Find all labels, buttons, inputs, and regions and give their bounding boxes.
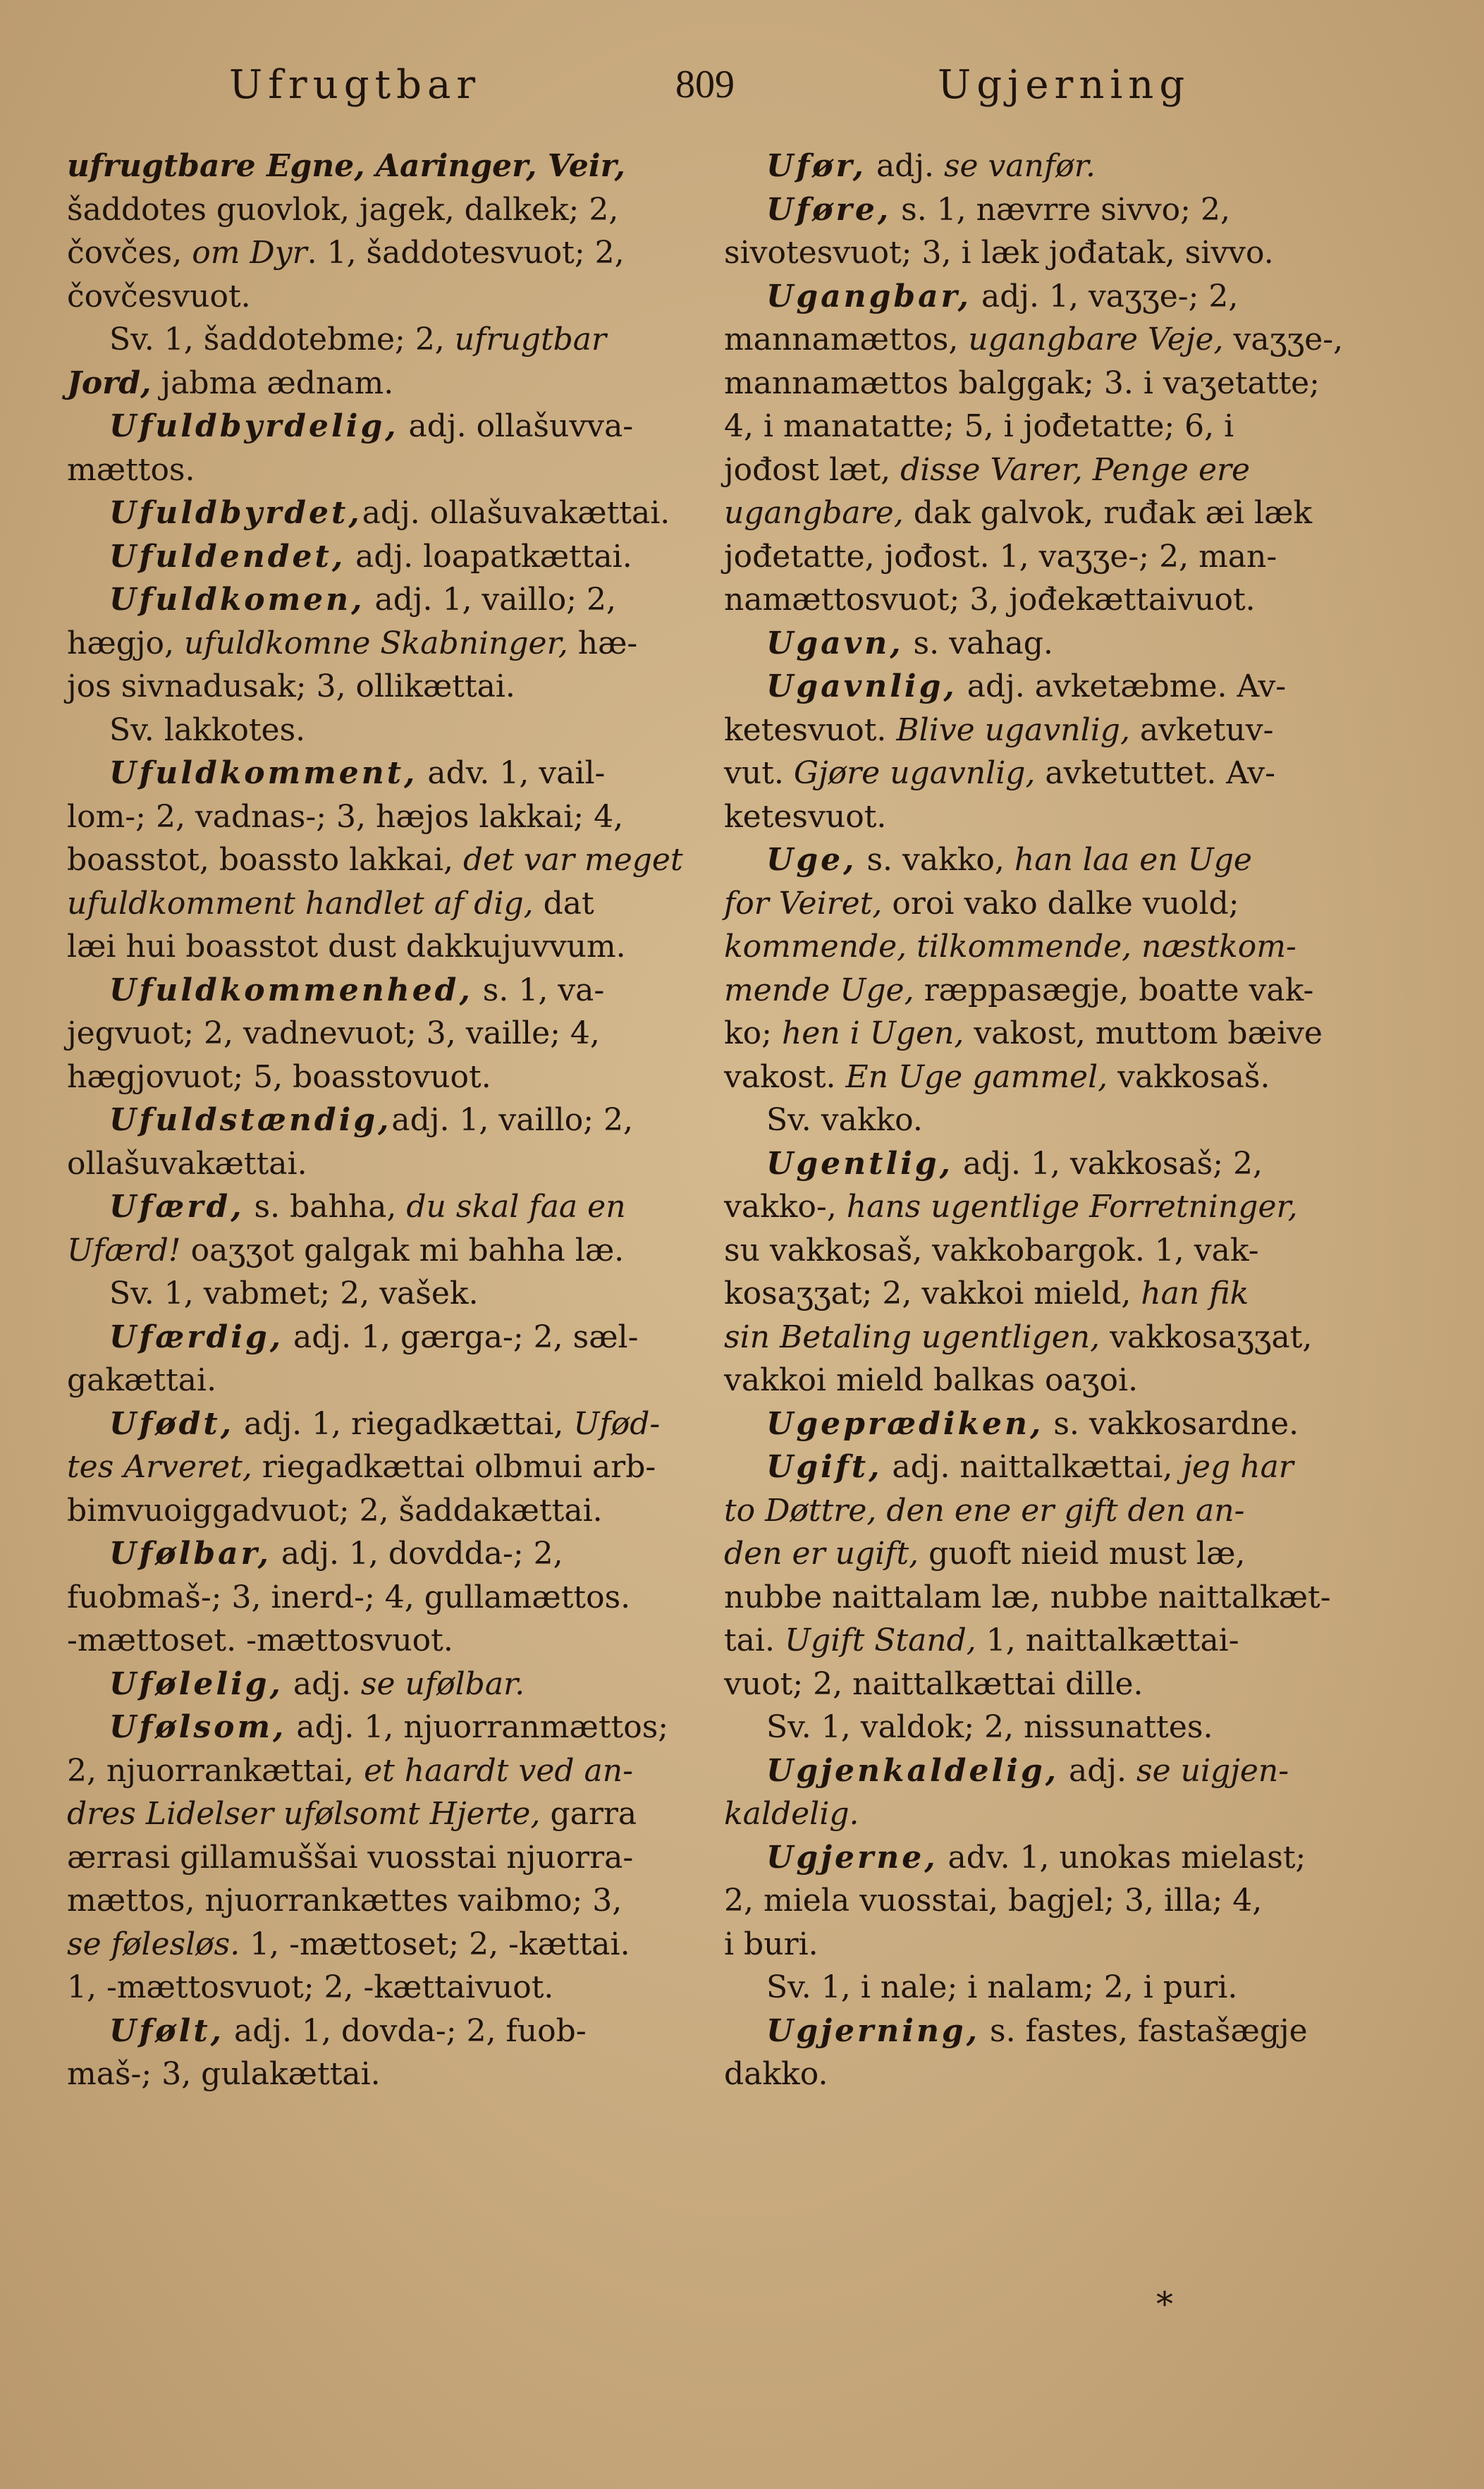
text-line	[724, 145, 1362, 188]
text-segment: adj. naittalkættai,	[882, 1449, 1183, 1485]
text-segment: 1, naittalkættai-	[976, 1622, 1239, 1658]
text-segment: ufuldkomne Skabninger,	[183, 625, 568, 661]
text-segment: vakkoi mield balkas oaʒoi.	[724, 1362, 1139, 1398]
text-line	[724, 535, 1362, 579]
text-segment: mættos, njuorrankættes vaibmo; 3,	[67, 1883, 623, 1919]
text-line	[724, 838, 1362, 882]
text-segment: adj. 1, vakkosaš; 2,	[952, 1145, 1263, 1182]
text-segment: du skal faa en	[406, 1189, 626, 1225]
text-segment: avketuttet. Av-	[1035, 755, 1276, 791]
headword: Ugjerne,	[766, 1839, 938, 1876]
text-segment: tes Arveret,	[67, 1449, 252, 1485]
text-line	[67, 1185, 694, 1229]
text-segment: mende Uge,	[724, 972, 914, 1008]
text-line	[67, 925, 694, 969]
text-line	[724, 752, 1362, 795]
text-segment: ko;	[724, 1015, 782, 1051]
text-segment: vuot; 2, naittalkættai dille.	[724, 1665, 1143, 1702]
text-segment: gakættai.	[67, 1362, 217, 1398]
text-line	[724, 622, 1362, 666]
text-line	[724, 1445, 1362, 1489]
text-line	[724, 491, 1362, 535]
text-line	[67, 535, 694, 579]
text-segment: avketuv-	[1129, 711, 1274, 748]
headword: Ufuldkomment,	[109, 755, 418, 791]
text-segment: det var meget	[463, 842, 683, 878]
text-line	[67, 665, 694, 709]
text-segment: dakko.	[724, 2056, 828, 2092]
text-line	[67, 1923, 694, 1967]
text-line	[724, 405, 1362, 448]
text-segment: hen i Ugen,	[781, 1015, 964, 1051]
text-segment: Jord,	[67, 365, 152, 401]
text-segment: 2, miela vuosstai, bagjel; 3, illa; 4,	[724, 1883, 1263, 1919]
text-line	[67, 145, 694, 188]
text-line	[67, 1445, 694, 1489]
text-segment: om Dyr	[192, 235, 307, 271]
text-line	[67, 882, 694, 926]
text-line	[724, 1099, 1362, 1142]
text-line	[67, 1576, 694, 1620]
text-segment: 1, -mættosvuot; 2, -kættaivuot.	[67, 1969, 554, 2005]
text-segment: se uigjen-	[1136, 1752, 1289, 1789]
text-segment: mannamættos,	[724, 322, 969, 357]
text-segment: jeg har	[1182, 1449, 1294, 1485]
text-line	[67, 448, 694, 492]
text-line	[67, 2010, 694, 2053]
text-line	[67, 1056, 694, 1099]
text-segment: hægjovuot; 5, boasstovuot.	[67, 1058, 491, 1095]
text-line	[67, 1272, 694, 1316]
text-segment: dak galvok, ruđak æi læk	[903, 495, 1313, 531]
text-segment: adj. 1, vaillo; 2,	[364, 582, 617, 618]
headword: Ufølsom,	[109, 1709, 287, 1745]
headword: Ugjerning,	[766, 2012, 981, 2049]
text-segment: Ugift Stand,	[784, 1622, 976, 1658]
text-segment: tai.	[724, 1622, 785, 1658]
text-segment: adj. avketæbme. Av-	[957, 668, 1287, 704]
text-line	[67, 491, 694, 535]
text-line	[724, 1316, 1362, 1359]
text-segment: sin Betaling ugentligen,	[724, 1319, 1100, 1355]
text-line	[67, 1706, 694, 1749]
text-segment: Gjøre ugavnlig,	[793, 755, 1036, 791]
text-segment: sivotesvuot; 3, i læk jođatak, sivvo.	[724, 235, 1274, 271]
text-line	[724, 1229, 1362, 1273]
headword: Ugentlig,	[766, 1145, 953, 1182]
text-line	[724, 1532, 1362, 1576]
text-line	[67, 1489, 694, 1533]
text-segment: ollašuvakættai.	[67, 1145, 307, 1182]
left-column	[67, 145, 694, 2096]
text-segment: disse Varer, Penge ere	[900, 451, 1251, 488]
text-segment: ugangbare Veje,	[968, 322, 1224, 357]
headword: Ufødt,	[109, 1405, 235, 1442]
page-number: 809	[675, 63, 735, 106]
text-segment: mannamættos balggak; 3. i vaʒetatte;	[724, 365, 1320, 401]
text-segment: ufuldkomment handlet af dig,	[67, 885, 534, 922]
text-line	[67, 1316, 694, 1359]
text-segment: s. vahag.	[903, 625, 1053, 661]
text-line	[724, 1402, 1362, 1446]
text-line	[67, 709, 694, 752]
text-line	[724, 318, 1362, 362]
headword: Ufærdig,	[109, 1319, 284, 1355]
text-line	[724, 275, 1362, 319]
text-segment: s. 1, va-	[472, 972, 605, 1008]
text-segment: i buri.	[724, 1926, 818, 1962]
text-line	[724, 665, 1362, 709]
text-segment: maš-; 3, gulakættai.	[67, 2056, 381, 2092]
text-line	[67, 1012, 694, 1056]
text-segment: kaldelig.	[724, 1796, 859, 1832]
headword: Ufuldkomen,	[109, 582, 365, 618]
text-segment: vut.	[724, 755, 794, 791]
headword: Ufør,	[766, 148, 866, 184]
text-segment: Blive ugavnlig,	[896, 711, 1130, 748]
text-line	[724, 1923, 1362, 1967]
text-segment: s. vakkosardne.	[1043, 1405, 1299, 1442]
text-segment: for Veiret,	[724, 885, 883, 922]
text-line	[67, 578, 694, 622]
headword: Ugeprædiken,	[766, 1405, 1044, 1442]
text-segment: han laa en Uge	[1014, 842, 1252, 878]
text-line	[724, 969, 1362, 1013]
text-line	[724, 1489, 1362, 1533]
text-segment: Ufærd!	[67, 1232, 181, 1268]
headword: Uføre,	[766, 191, 892, 228]
text-segment: lom-; 2, vadnas-; 3, hæjos lakkai; 4,	[67, 798, 624, 835]
headword: Ugjenkaldelig,	[766, 1752, 1060, 1789]
text-line	[67, 1532, 694, 1576]
headword: Ufuldendet,	[109, 538, 346, 575]
text-line	[67, 1879, 694, 1923]
text-line	[724, 1966, 1362, 2010]
headword: Ufølt,	[109, 2012, 225, 2049]
headword: Ufærd,	[109, 1189, 245, 1225]
text-line	[67, 1749, 694, 1793]
text-segment: Sv. vakko.	[766, 1102, 923, 1138]
text-segment: vakko-,	[724, 1189, 847, 1225]
text-segment: Sv. lakkotes.	[109, 711, 306, 748]
text-segment: ugangbare,	[724, 495, 904, 531]
text-segment: nubbe naittalam læ, nubbe naittalkæt-	[724, 1579, 1331, 1615]
headword: Ufølbar,	[109, 1536, 271, 1572]
text-segment: adj. ollašuvakættai.	[362, 495, 670, 531]
text-segment: adj. 1, riegadkættai,	[234, 1405, 574, 1442]
text-line	[724, 1142, 1362, 1186]
text-line	[67, 1966, 694, 2010]
text-segment: han fik	[1141, 1276, 1249, 1311]
text-line	[724, 925, 1362, 969]
text-segment: se følesløs.	[67, 1926, 240, 1962]
text-line	[724, 1792, 1362, 1836]
text-segment: adv. 1, unokas mielast;	[938, 1839, 1306, 1876]
text-segment: adj. 1, dovdda-; 2,	[271, 1536, 563, 1572]
text-segment: jegvuot; 2, vadnevuot; 3, vaille; 4,	[67, 1015, 600, 1051]
running-header	[70, 48, 1414, 118]
text-segment: . 1, šaddotesvuot; 2,	[307, 235, 625, 271]
text-segment: se ufølbar.	[360, 1665, 525, 1702]
text-segment: vakost.	[724, 1058, 846, 1095]
text-segment: šaddotes guovlok, jagek, dalkek; 2,	[67, 191, 619, 228]
headword: Ugavn,	[766, 625, 904, 661]
text-segment: 4, i manatatte; 5, i jođetatte; 6, i	[724, 408, 1234, 444]
text-segment: su vakkosaš, vakkobargok. 1, vak-	[724, 1232, 1259, 1268]
text-line	[724, 1619, 1362, 1663]
text-segment: den er ugift,	[724, 1536, 919, 1572]
text-line	[724, 1706, 1362, 1749]
text-line	[67, 1402, 694, 1446]
text-segment: oroi vako dalke vuold;	[882, 885, 1239, 922]
text-segment: læi hui boasstot dust dakkujuvvum.	[67, 929, 626, 965]
text-line	[724, 578, 1362, 622]
text-segment: hægjo,	[67, 625, 184, 661]
text-segment: mættos.	[67, 451, 195, 488]
text-line	[67, 1099, 694, 1142]
text-segment: ærrasi gillamuššai vuosstai njuorra-	[67, 1839, 634, 1876]
text-line	[724, 231, 1362, 275]
text-segment: s. vakko,	[857, 842, 1014, 878]
footer-mark: *	[1156, 2285, 1173, 2324]
text-segment: adj.	[283, 1665, 361, 1702]
text-line	[67, 1359, 694, 1402]
text-segment: čovčes,	[67, 235, 192, 271]
headword: Ufuldkommenhed,	[109, 972, 473, 1008]
text-segment: kommende, tilkommende, næstkom-	[724, 929, 1296, 965]
text-line	[67, 795, 694, 839]
text-segment: et haardt ved an-	[364, 1752, 633, 1789]
text-line	[724, 2053, 1362, 2096]
text-segment: ketesvuot.	[724, 711, 897, 748]
text-line	[67, 1663, 694, 1706]
text-segment: jos sivnadusak; 3, ollikættai.	[67, 668, 515, 704]
text-line	[67, 1142, 694, 1186]
text-segment: ræppasægje, boatte vak-	[914, 972, 1314, 1008]
text-line	[724, 188, 1362, 232]
text-line	[67, 405, 694, 448]
text-segment: oaʒʒot galgak mi bahha læ.	[180, 1232, 625, 1268]
headword: Ugavnlig,	[766, 668, 957, 704]
text-segment: vaʒʒe-,	[1223, 322, 1344, 357]
text-segment: adj. 1, njuorranmættos;	[286, 1709, 669, 1745]
text-segment: riegadkættai olbmui arb-	[252, 1449, 656, 1485]
text-line	[67, 838, 694, 882]
text-line	[724, 709, 1362, 752]
text-line	[724, 1836, 1362, 1880]
text-line	[724, 1663, 1362, 1706]
text-line	[67, 969, 694, 1013]
headword: Ufølelig,	[109, 1665, 283, 1702]
text-segment: to Døttre, den ene er gift den an-	[724, 1492, 1245, 1529]
text-segment: s. bahha,	[244, 1189, 407, 1225]
text-segment: adj.	[1059, 1752, 1137, 1789]
text-segment: adv. 1, vail-	[417, 755, 606, 791]
text-segment: jođost læt,	[724, 451, 901, 488]
text-line	[724, 2010, 1362, 2053]
text-segment: adj. 1, vaʒʒe-; 2,	[971, 278, 1239, 314]
text-line	[67, 318, 694, 362]
headword: Ugift,	[766, 1449, 883, 1485]
text-line	[67, 752, 694, 795]
left-running-headword: Ufrugtbar	[229, 62, 482, 108]
text-segment: guoft nieid must læ,	[919, 1536, 1246, 1572]
text-line	[67, 1619, 694, 1663]
text-line	[67, 275, 694, 319]
text-segment: vakost, muttom bæive	[964, 1015, 1323, 1051]
text-segment: adj. 1, dovda-; 2, fuob-	[224, 2012, 587, 2049]
text-segment: vakkosaš.	[1108, 1058, 1270, 1095]
text-line	[724, 1272, 1362, 1316]
text-line	[724, 448, 1362, 492]
text-line	[67, 1792, 694, 1836]
text-segment: ufrugtbare Egne, Aaringer, Veir,	[67, 148, 625, 184]
text-line	[724, 1576, 1362, 1620]
text-segment: jođetatte, jođost. 1, vaʒʒe-; 2, man-	[724, 538, 1277, 575]
text-segment: Sv. 1, vabmet; 2, vašek.	[109, 1276, 479, 1311]
text-segment: garra	[540, 1796, 637, 1832]
text-segment: s. fastes, fastašægje	[980, 2012, 1308, 2049]
text-line	[724, 1185, 1362, 1229]
text-line	[724, 1056, 1362, 1099]
headword: Ufuldbyrdelig,	[109, 408, 399, 444]
text-segment: dres Lidelser ufølsomt Hjerte,	[67, 1796, 541, 1832]
text-segment: čovčesvuot.	[67, 278, 251, 314]
text-segment: s. 1, nævrre sivvo; 2,	[891, 191, 1230, 228]
headword: Uge,	[766, 842, 857, 878]
right-column	[724, 145, 1362, 2096]
text-segment: adj. 1, gærga-; 2, sæl-	[283, 1319, 639, 1355]
text-segment: adj. ollašuvva-	[398, 408, 634, 444]
text-line	[724, 1012, 1362, 1056]
text-line	[67, 622, 694, 666]
text-segment: se vanfør.	[943, 148, 1096, 184]
text-segment: boasstot, boassto lakkai,	[67, 842, 463, 878]
headword: Ufuldbyrdet,	[109, 495, 362, 531]
text-segment: adj.	[866, 148, 944, 184]
text-segment: Sv. 1, šaddotebme; 2,	[109, 322, 455, 357]
text-line	[724, 1359, 1362, 1402]
text-segment: jabma ædnam.	[151, 365, 394, 401]
text-segment: En Uge gammel,	[845, 1058, 1108, 1095]
text-line	[67, 1229, 694, 1273]
text-line	[724, 882, 1362, 926]
text-line	[67, 2053, 694, 2096]
text-segment: ufrugtbar	[454, 322, 607, 357]
text-segment: kosaʒʒat; 2, vakkoi mield,	[724, 1276, 1141, 1311]
text-line	[724, 795, 1362, 839]
text-segment: hans ugentlige Forretninger,	[846, 1189, 1298, 1225]
text-segment: bimvuoiggadvuot; 2, šaddakættai.	[67, 1492, 603, 1529]
text-segment: dat	[533, 885, 594, 922]
text-segment: 2, njuorrankættai,	[67, 1752, 364, 1789]
text-segment: adj. loapatkættai.	[345, 538, 632, 575]
right-running-headword: Ugjerning	[938, 62, 1191, 108]
text-segment: Sv. 1, valdok; 2, nissunattes.	[766, 1709, 1213, 1745]
text-segment: Ufød-	[573, 1405, 661, 1442]
text-line	[724, 362, 1362, 405]
headword: Ufuldstændig,	[109, 1102, 392, 1138]
text-segment: namættosvuot; 3, jođekættaivuot.	[724, 582, 1256, 618]
text-line	[724, 1879, 1362, 1923]
text-line	[67, 362, 694, 405]
text-segment: adj. 1, vaillo; 2,	[391, 1102, 633, 1138]
text-segment: ketesvuot.	[724, 798, 887, 835]
text-segment: 1, -mættoset; 2, -kættai.	[240, 1926, 630, 1962]
text-line	[724, 1749, 1362, 1793]
text-segment: hæ-	[568, 625, 638, 661]
text-line	[67, 231, 694, 275]
text-line	[67, 188, 694, 232]
text-segment: vakkosaʒʒat,	[1100, 1319, 1313, 1355]
text-segment: Sv. 1, i nale; i nalam; 2, i puri.	[766, 1969, 1238, 2005]
text-line	[67, 1836, 694, 1880]
text-segment: -mættoset. -mættosvuot.	[67, 1622, 453, 1658]
text-segment: fuobmaš-; 3, inerd-; 4, gullamættos.	[67, 1579, 631, 1615]
headword: Ugangbar,	[766, 278, 971, 314]
